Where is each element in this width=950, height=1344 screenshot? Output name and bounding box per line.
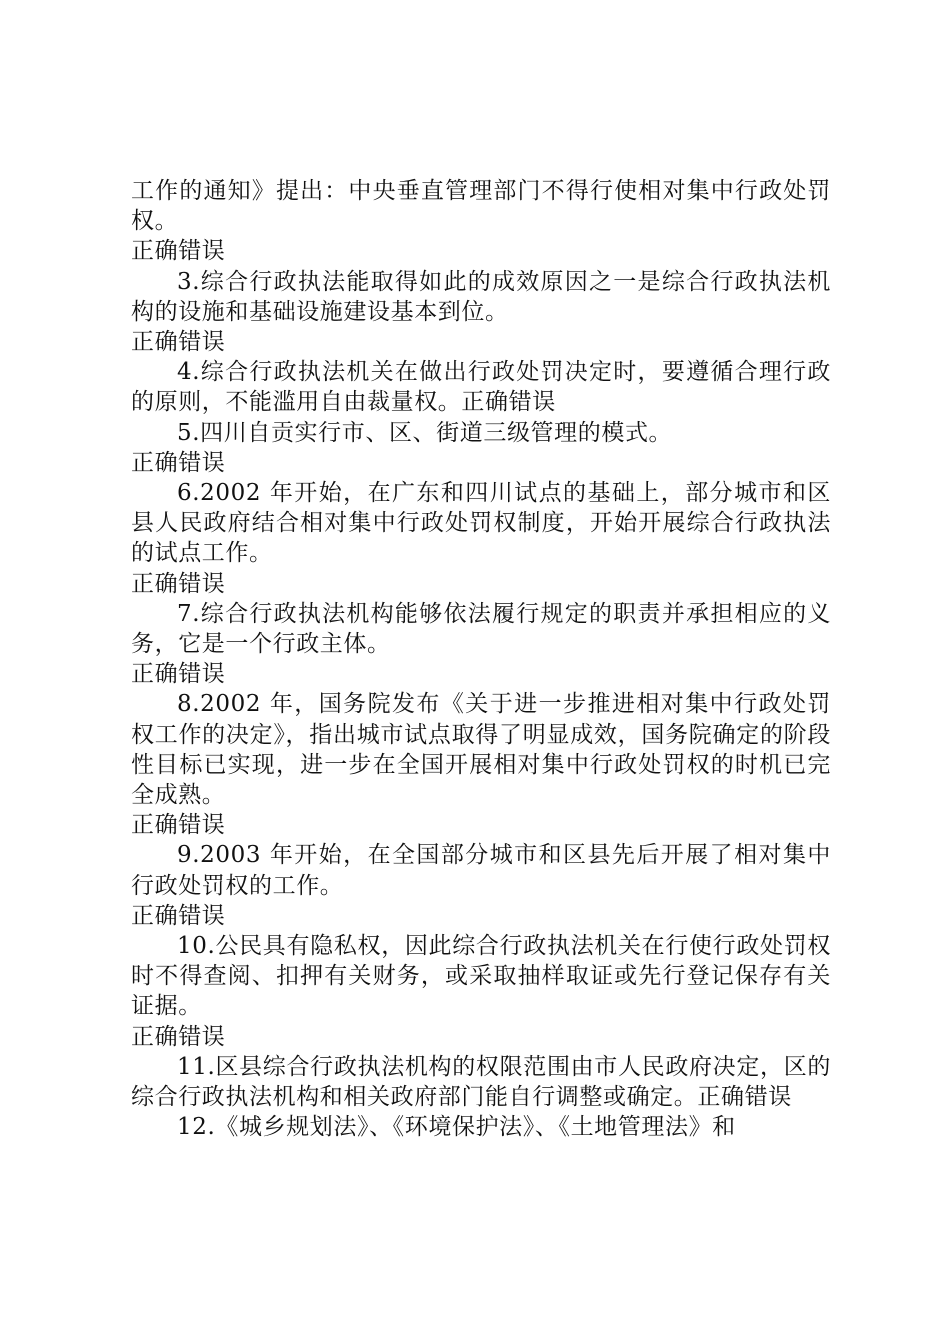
question-paragraph: 7.综合行政执法机构能够依法履行规定的职责并承担相应的义务，它是一个行政主体。 [131, 600, 831, 658]
question-paragraph: 6.2002 年开始，在广东和四川试点的基础上，部分城市和区县人民政府结合相对集中行政处罚权制度，开始开展综合行政执法的试点工作。 [131, 480, 831, 567]
question-paragraph: 10.公民具有隐私权，因此综合行政执法机关在行使行政处罚权时不得查阅、扣押有关财务，或采取抽样取证或先行登记保存有关证据。 [131, 933, 831, 1020]
answer-options: 正确错误 [131, 1023, 226, 1050]
answer-options: 正确错误 [131, 570, 226, 597]
answer-options: 正确错误 [131, 661, 226, 688]
answer-options: 正确错误 [131, 902, 226, 929]
document-body [131, 176, 831, 1143]
answer-options: 正确错误 [131, 449, 226, 476]
question-paragraph: 8.2002 年，国务院发布《关于进一步推进相对集中行政处罚权工作的决定》，指出城市试点取得了明显成效，国务院确定的阶段性目标已实现，进一步在全国开展相对集中行政处罚权的时机已完全成熟。 [131, 691, 831, 809]
question-paragraph: 3.综合行政执法能取得如此的成效原因之一是综合行政执法机构的设施和基础设施建设基本到位。 [131, 268, 831, 325]
question-paragraph: 5.四川自贡实行市、区、街道三级管理的模式。 [177, 419, 673, 446]
answer-options: 正确错误 [131, 812, 226, 839]
question-paragraph: 工作的通知》提出：中央垂直管理部门不得行使相对集中行政处罚权。 [131, 178, 831, 235]
question-paragraph: 4.综合行政执法机关在做出行政处罚决定时，要遵循合理行政的原则，不能滥用自由裁量权。正确错误 [131, 359, 831, 416]
answer-options: 正确错误 [131, 329, 226, 356]
question-paragraph: 12.《城乡规划法》、《环境保护法》、《土地管理法》和 [177, 1114, 736, 1141]
question-paragraph: 9.2003 年开始，在全国部分城市和区县先后开展了相对集中行政处罚权的工作。 [131, 842, 831, 899]
question-paragraph: 11.区县综合行政执法机构的权限范围由市人民政府决定，区的综合行政执法机构和相关政府部门能自行调整或确定。正确错误 [131, 1053, 831, 1111]
answer-options: 正确错误 [131, 238, 226, 265]
